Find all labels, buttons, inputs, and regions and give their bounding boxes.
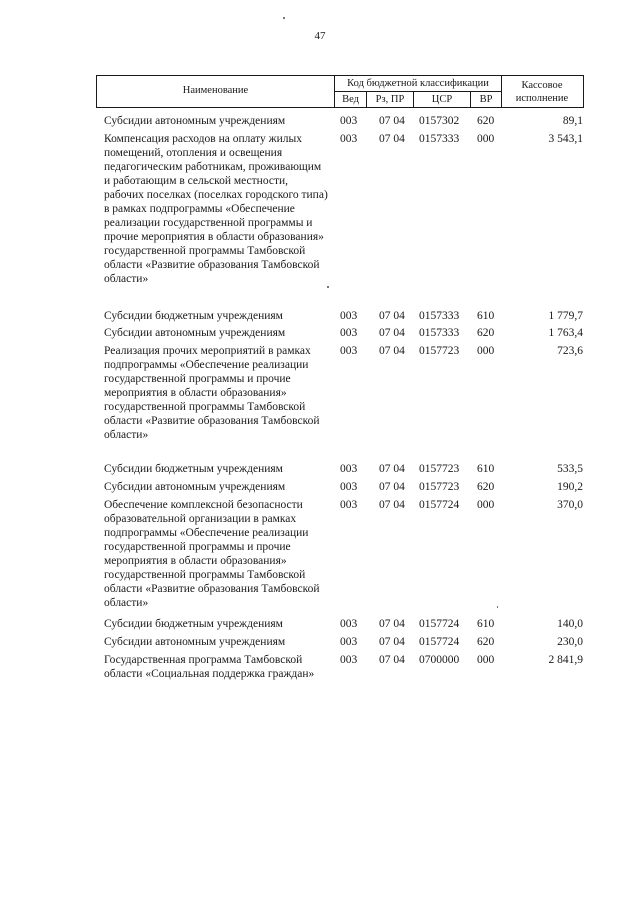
row-csr: 0157724 <box>419 499 460 511</box>
row-rz: 07 04 <box>379 345 405 357</box>
row-csr: 0157333 <box>419 310 460 322</box>
row-ved: 003 <box>340 654 358 666</box>
row-ved: 003 <box>340 345 358 357</box>
header-right-border <box>583 75 584 108</box>
row-rz: 07 04 <box>379 115 405 127</box>
row-ved: 003 <box>340 327 358 339</box>
row-ved: 003 <box>340 636 358 648</box>
header-csr: ЦСР <box>431 94 453 105</box>
row-amount: 723,6 <box>557 345 583 357</box>
row-amount: 1 779,7 <box>548 310 583 322</box>
row-vr: 620 <box>477 636 495 648</box>
scan-speck <box>327 286 329 288</box>
row-ved: 003 <box>340 310 358 322</box>
row-name: Компенсация расходов на оплату жилых помещений, отопления и освещения педагогическим работникам, проживающим и работающим в сельской местности, рабочих поселках (поселках городского типа) в рамках подпрограммы «Обеспечение реализации государственной программы и прочие мероприятия в области образования» государственной программы Тамбовской области «Развитие образования Тамбовской области» <box>104 133 328 285</box>
row-amount: 370,0 <box>557 499 583 511</box>
row-rz: 07 04 <box>379 310 405 322</box>
header-ved: Вед <box>342 94 359 105</box>
row-rz: 07 04 <box>379 481 405 493</box>
row-csr: 0700000 <box>419 654 460 666</box>
row-amount: 2 841,9 <box>548 654 583 666</box>
row-vr: 620 <box>477 327 495 339</box>
row-rz: 07 04 <box>379 618 405 630</box>
header-divider-amount <box>501 75 502 108</box>
row-amount: 3 543,1 <box>548 133 583 145</box>
row-vr: 610 <box>477 618 495 630</box>
scan-speck <box>497 606 498 608</box>
header-bottom-border <box>96 107 584 108</box>
row-amount: 140,0 <box>557 618 583 630</box>
row-ved: 003 <box>340 463 358 475</box>
row-amount: 1 763,4 <box>548 327 583 339</box>
row-rz: 07 04 <box>379 654 405 666</box>
row-rz: 07 04 <box>379 636 405 648</box>
row-rz: 07 04 <box>379 327 405 339</box>
row-vr: 000 <box>477 133 495 145</box>
row-name: Субсидии бюджетным учреждениям <box>104 310 283 322</box>
row-csr: 0157723 <box>419 345 460 357</box>
row-ved: 003 <box>340 481 358 493</box>
row-vr: 620 <box>477 115 495 127</box>
row-csr: 0157723 <box>419 481 460 493</box>
row-name: Субсидии автономным учреждениям <box>104 115 286 127</box>
header-code-group: Код бюджетной классификации <box>347 78 489 89</box>
row-name: Субсидии бюджетным учреждениям <box>104 463 283 475</box>
row-ved: 003 <box>340 618 358 630</box>
row-csr: 0157724 <box>419 618 460 630</box>
header-code-subline <box>334 91 501 92</box>
row-name: Реализация прочих мероприятий в рамках подпрограммы «Обеспечение реализации государственной программы и прочие мероприятия в области образования» государственной программы Тамбовской области «Развитие образования Тамбовской области» <box>104 345 320 441</box>
header-amount: Кассовое исполнение <box>515 80 569 104</box>
row-name: Обеспечение комплексной безопасности образовательной организации в рамках подпрограммы «Обеспечение реализации государственной программы и прочие мероприятия в области образования» государственной программы Тамбовской области «Развитие образования Тамбовской области» <box>104 499 320 609</box>
row-name: Государственная программа Тамбовской области «Социальная поддержка граждан» <box>104 654 315 680</box>
row-rz: 07 04 <box>379 133 405 145</box>
row-vr: 000 <box>477 499 495 511</box>
header-rz: Рз, ПР <box>375 94 405 105</box>
row-name: Субсидии автономным учреждениям <box>104 636 286 648</box>
row-amount: 89,1 <box>562 115 583 127</box>
row-name: Субсидии бюджетным учреждениям <box>104 618 283 630</box>
row-amount: 190,2 <box>557 481 583 493</box>
row-csr: 0157302 <box>419 115 460 127</box>
row-csr: 0157333 <box>419 327 460 339</box>
header-name: Наименование <box>182 85 249 96</box>
page-number: 47 <box>314 30 326 42</box>
row-csr: 0157333 <box>419 133 460 145</box>
row-rz: 07 04 <box>379 463 405 475</box>
row-vr: 000 <box>477 345 495 357</box>
row-csr: 0157724 <box>419 636 460 648</box>
row-ved: 003 <box>340 133 358 145</box>
row-vr: 000 <box>477 654 495 666</box>
header-vr: ВР <box>479 94 493 105</box>
header-top-border <box>96 75 584 76</box>
row-ved: 003 <box>340 499 358 511</box>
row-vr: 610 <box>477 463 495 475</box>
row-rz: 07 04 <box>379 499 405 511</box>
row-vr: 610 <box>477 310 495 322</box>
row-csr: 0157723 <box>419 463 460 475</box>
row-name: Субсидии автономным учреждениям <box>104 327 286 339</box>
row-ved: 003 <box>340 115 358 127</box>
row-name: Субсидии автономным учреждениям <box>104 481 286 493</box>
row-amount: 230,0 <box>557 636 583 648</box>
row-vr: 620 <box>477 481 495 493</box>
row-amount: 533,5 <box>557 463 583 475</box>
scan-speck <box>283 17 285 19</box>
